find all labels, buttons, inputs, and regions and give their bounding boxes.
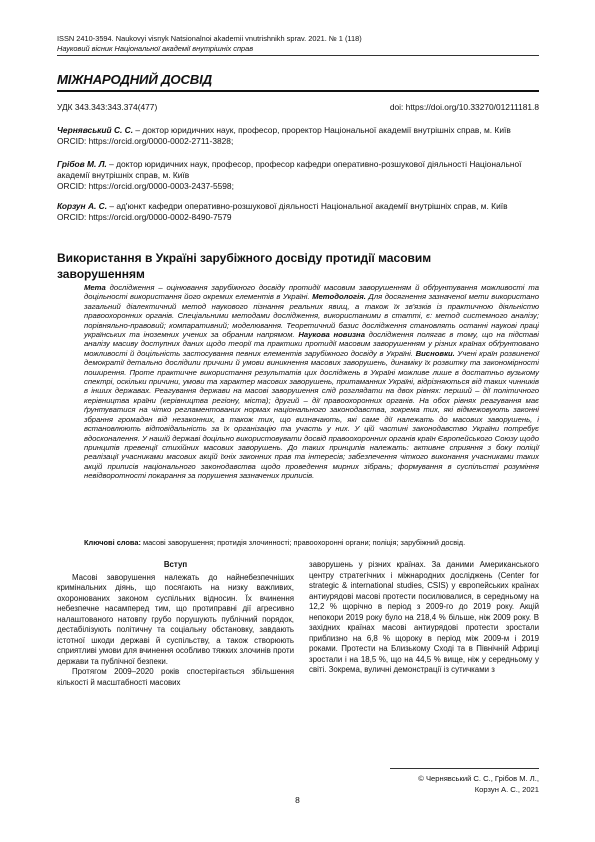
- copyright-line: © Чернявський С. С., Грібов М. Л.,: [418, 774, 539, 783]
- abstract-method-text: Для досягнення зазначеної мети використано загальний діалектичний метод наукового пізнання реальних явищ, а також їх зв'язків із практичною діяльністю правоохоронних органів. Спеціальними методами дослідження, використаними в статті, є: метод системного аналізу; порівняльно-правовий; компаративний; моделювання. Теоретичний базис дослідження становлять останні наукові праці українських та іноземних учених за обраним напрямом.: [84, 292, 539, 340]
- abstract-conclusions-text: Учені країн розвиненої демократії детально дослідили причини й умови виникнення масових заворушень, динаміку їх розвитку та закономірності поширення. Проте практичне використання результатів цих досліджень в Україні можливе лише в достатньо вузькому спектрі, оскільки причини, умови та характер масових заворушень, притаманних Україні, відрізняються від таких чинників в інших державах. Реагування держави на масові заворушення слід розглядати на двох рівнях: перший – дії політичного керівництва країни (керівництва регіону, міста); другий – дії правоохоронних органів. На обох рівнях реагування має ґрунтуватися на чітко регламентованих нормах національного законодавства, зокрема тих, які відмежовують законні збрання громадян від незаконних, а також тих, що визначають, які саме дії належать до масових заворушень, і встановлюють відповідальність за їх організацію та участь у них. У цій частині законодавство України потребує вдосконалення. У нашій державі доцільно використовувати досвід правоохоронних органів країн Європейського Союзу щодо принципів превенції стихійних масових заворушень. До таких принципів належать: активне сприяння з боку поліції реалізації учасниками масових акцій їхніх законних прав та інтересів; забезпечення чіткого виконання учасниками таких акцій приписів національного законодавства щодо проведення мирних зібрань; формування в суспільстві розуміння невідворотності покарання за порушення зазначених приписів.: [84, 348, 539, 481]
- author-orcid[interactable]: ORCID: https://orcid.org/0000-0003-2437-5598;: [57, 180, 234, 191]
- keywords-label: Ключові слова:: [84, 538, 141, 547]
- author-name: Корзун А. С.: [57, 201, 108, 211]
- abstract-novelty-label: Наукова новизна: [298, 330, 365, 340]
- copyright-line: Корзун А. С., 2021: [474, 784, 539, 794]
- author-block: [57, 125, 539, 147]
- doi-link[interactable]: doi: https://doi.org/10.33270/01211181.8: [389, 102, 539, 112]
- author-block: [57, 159, 539, 191]
- abstract-goal-label: Мета: [84, 283, 106, 292]
- abstract-novelty-text: дослідження полягає в тому, що на підставі аналізу масиву доступних даних щодо теорії та практики протидії масовим заворушенням у різних країнах обґрунтовано можливості й доцільність застосування певних елементів зарубіжного досвіду в Україні.: [84, 330, 539, 358]
- author-orcid[interactable]: ORCID: https://orcid.org/0000-0002-8490-7579: [57, 211, 232, 222]
- journal-name-line: Науковий вісник Національної академії внутрішніх справ: [57, 44, 254, 53]
- author-description: – доктор юридичних наук, професор, професор кафедри оперативно-розшукової діяльності Національної академії внутрішніх справ, м. Київ: [57, 159, 522, 180]
- author-name: Грібов М. Л.: [57, 159, 107, 169]
- keywords: [84, 538, 539, 548]
- body-column-left: [57, 560, 294, 688]
- abstract-goal-text: дослідження – оцінювання зарубіжного досвіду протидії масовим заворушенням й обґрунтування можливості та доцільності використання його окремих елементів в Україні.: [84, 283, 539, 302]
- author-description: – доктор юридичних наук, професор, проректор Національної академії внутрішніх справ, м. Київ: [133, 125, 511, 135]
- body-paragraph: Протягом 2009–2020 років спостерігається збільшення кількості й масштабності масових: [57, 667, 294, 687]
- author-name: Чернявський С. С.: [57, 125, 134, 135]
- copyright-divider: [390, 768, 539, 769]
- author-block: [57, 201, 539, 223]
- header-divider: [57, 55, 539, 56]
- page-number: 8: [295, 795, 300, 805]
- abstract-method-label: Методологія.: [312, 292, 366, 302]
- journal-issn-line: ISSN 2410-3594. Naukovyi visnyk Natsionalnoi akademii vnutrishnikh sprav. 2021. № 1 (118): [57, 34, 362, 43]
- paper-title: Використання в Україні зарубіжного досвіду протидії масовим заворушенням: [57, 251, 432, 281]
- keywords-text: масові заворушення; протидія злочинності; правоохоронні органи; поліція; зарубіжний досвід.: [140, 538, 466, 547]
- abstract-conclusions-label: Висновки.: [415, 348, 455, 358]
- body-paragraph: заворушень у різних країнах. За даними Американського центру стратегічних і міжнародних досліджень (Center for strategic & international studies, CSIS) у європейських країнах антиурядові масові протести посилювалися, в середньому на 12,2 % щорічно в період з 2009-го до 2019 року. Акцій непокори 2019 року було на 218,4 % більше, ніж 2009 року. В західних країнах масові антиурядові протести зростали приблизно на 6,8 % щороку в період між 2009-м і 2019 роками. Протести на Близькому Сході та в Північній Африці зростали і на 18,5 %, що на 44,5 % вище, ніж у середньому у світі. Зокрема, вуличні демонстрації із сутичками з: [309, 560, 539, 674]
- author-orcid[interactable]: ORCID: https://orcid.org/0000-0002-2711-3828;: [57, 135, 234, 146]
- author-description: – ад'юнкт кафедри оперативно-розшукової діяльності Національної академії внутрішніх справ, м. Київ: [107, 201, 508, 211]
- intro-heading: Вступ: [163, 560, 188, 569]
- body-column-right: [309, 560, 539, 676]
- body-paragraph: Масові заворушення належать до найнебезпечніших кримінальних діянь, що посягають на низку важливих, охоронюваних законом суспільних відносин. Їх вчинення небезпечне насамперед тим, що протиправні дії агресивно налаштованого натовпу грубо порушують публічний порядок, дестабілізують політичну та соціальну обстановку, завдають істотної шкоди державі й суспільству, а також створюють сприятливі умови для вчинення особливо тяжких злочинів проти держави та публічної безпеки.: [57, 572, 294, 666]
- copyright-notice: [340, 774, 539, 795]
- section-title: МІЖНАРОДНИЙ ДОСВІД: [57, 72, 212, 87]
- udk-code: УДК 343.343:343.374(477): [57, 102, 158, 112]
- section-divider: [57, 90, 539, 92]
- abstract: [84, 283, 539, 481]
